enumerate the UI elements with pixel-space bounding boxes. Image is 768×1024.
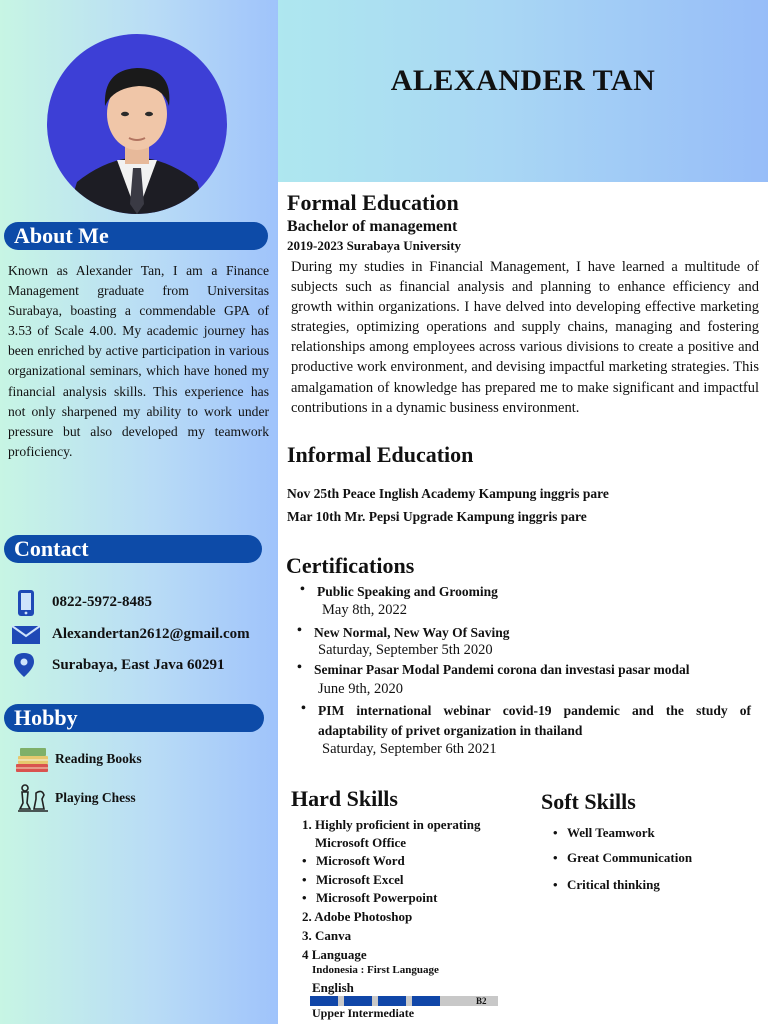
- about-heading: About Me: [4, 222, 268, 250]
- hobby-label: Playing Chess: [55, 790, 136, 805]
- informal-education-item: Nov 25th Peace Inglish Academy Kampung inggris pare: [287, 486, 609, 501]
- bullet-icon: •: [297, 623, 302, 638]
- education-period: 2019-2023 Surabaya University: [287, 238, 462, 253]
- certifications-heading: Certifications: [286, 553, 415, 578]
- person-name: ALEXANDER TAN: [390, 64, 656, 97]
- hard-skill-subitem: Microsoft Word: [316, 853, 405, 868]
- hobby-label: Reading Books: [55, 751, 142, 766]
- certification-title: New Normal, New Way Of Saving: [314, 625, 510, 640]
- degree-title: Bachelor of management: [287, 218, 458, 235]
- soft-skill-item: Great Communication: [567, 850, 693, 865]
- hard-skill-item: 3. Canva: [302, 928, 352, 943]
- education-description: During my studies in Financial Management, I have learned a multitude of subjects such as financial analysis and planning to enhance efficiency and growth within organizations. I have delved into developing effective marketing strategies, optimizing operations and supply chains, managing and fostering relationships among employees across various divisions to create a positive and productive work environment, and devising impactful marketing strategies. This amalgamation of knowledge has prepared me to make significant and impactful contributions in a dynamic business environment.: [291, 259, 759, 416]
- hard-skill-marker: 1.: [302, 817, 312, 832]
- books-icon: [14, 744, 52, 774]
- profile-photo: [47, 34, 227, 214]
- certification-date: May 8th, 2022: [322, 602, 407, 618]
- english-proficiency-bar: [310, 996, 498, 1006]
- about-text: Known as Alexander Tan, I am a Finance Management graduate from Universitas Surabaya, boasting a commendable GPA of 3.53 of Scale 4.00. My academic journey has been enriched by active participation in various organizational seminars, which have honed my financial analysis skills. This experience has not only sharpened my ability to work under pressure but also developed my teamwork proficiency.: [8, 263, 269, 459]
- mail-icon: [10, 622, 42, 646]
- header-banner: [278, 0, 768, 182]
- hard-skill-item-cont: Microsoft Office: [315, 835, 407, 850]
- hard-skill-item: 4 Language: [302, 947, 367, 962]
- hard-skill-subitem: Microsoft Excel: [316, 872, 404, 887]
- bullet-icon: •: [300, 582, 305, 597]
- certification-title: Public Speaking and Grooming: [317, 584, 498, 599]
- hobby-heading: Hobby: [4, 704, 264, 732]
- bullet-icon: •: [553, 877, 558, 892]
- phone-icon: [10, 590, 42, 614]
- formal-education-heading: Formal Education: [287, 190, 459, 215]
- bullet-icon: •: [302, 872, 307, 887]
- hard-skill-subitem: Microsoft Powerpoint: [316, 890, 438, 905]
- hard-skills-heading: Hard Skills: [291, 786, 398, 811]
- hard-skill-item: Highly proficient in operating: [315, 817, 481, 832]
- certification-title: PIM international webinar covid-19 pandemic and the study of adaptability of privet organization in thailand: [318, 703, 751, 738]
- language-native: Indonesia : First Language: [312, 964, 439, 976]
- hobby-item: [14, 783, 136, 813]
- soft-skill-item: Well Teamwork: [567, 825, 655, 840]
- contact-address: [10, 653, 225, 677]
- informal-education-heading: Informal Education: [287, 442, 474, 467]
- phone-number[interactable]: 0822-5972-8485: [52, 593, 152, 610]
- chess-icon: [14, 783, 52, 813]
- contact-email: [10, 622, 250, 646]
- bullet-icon: •: [553, 850, 558, 865]
- soft-skill-item: Critical thinking: [567, 877, 660, 892]
- certification-date: Saturday, September 6th 2021: [322, 741, 497, 757]
- hard-skill-item: 2. Adobe Photoshop: [302, 909, 413, 924]
- contact-heading: Contact: [4, 535, 262, 563]
- informal-education-item: Mar 10th Mr. Pepsi Upgrade Kampung inggris pare: [287, 509, 587, 524]
- contact-phone: [10, 590, 152, 614]
- soft-skills-heading: Soft Skills: [541, 789, 636, 814]
- email-address[interactable]: Alexandertan2612@gmail.com: [52, 625, 250, 642]
- bullet-icon: •: [553, 825, 558, 840]
- english-level-description: Upper Intermediate: [312, 1006, 415, 1020]
- bullet-icon: •: [302, 853, 307, 868]
- english-level-label: B2: [476, 996, 487, 1006]
- hobby-item: [14, 744, 142, 774]
- address-text: Surabaya, East Java 60291: [52, 656, 225, 673]
- bullet-icon: •: [301, 701, 306, 716]
- certification-date: June 9th, 2020: [318, 681, 403, 697]
- sidebar: [0, 0, 278, 1024]
- certification-date: Saturday, September 5th 2020: [318, 642, 493, 658]
- location-pin-icon: [10, 653, 42, 677]
- language-english: English: [312, 980, 354, 995]
- bullet-icon: •: [302, 890, 307, 905]
- bullet-icon: •: [297, 660, 302, 675]
- certification-title: Seminar Pasar Modal Pandemi corona dan investasi pasar modal: [314, 662, 690, 677]
